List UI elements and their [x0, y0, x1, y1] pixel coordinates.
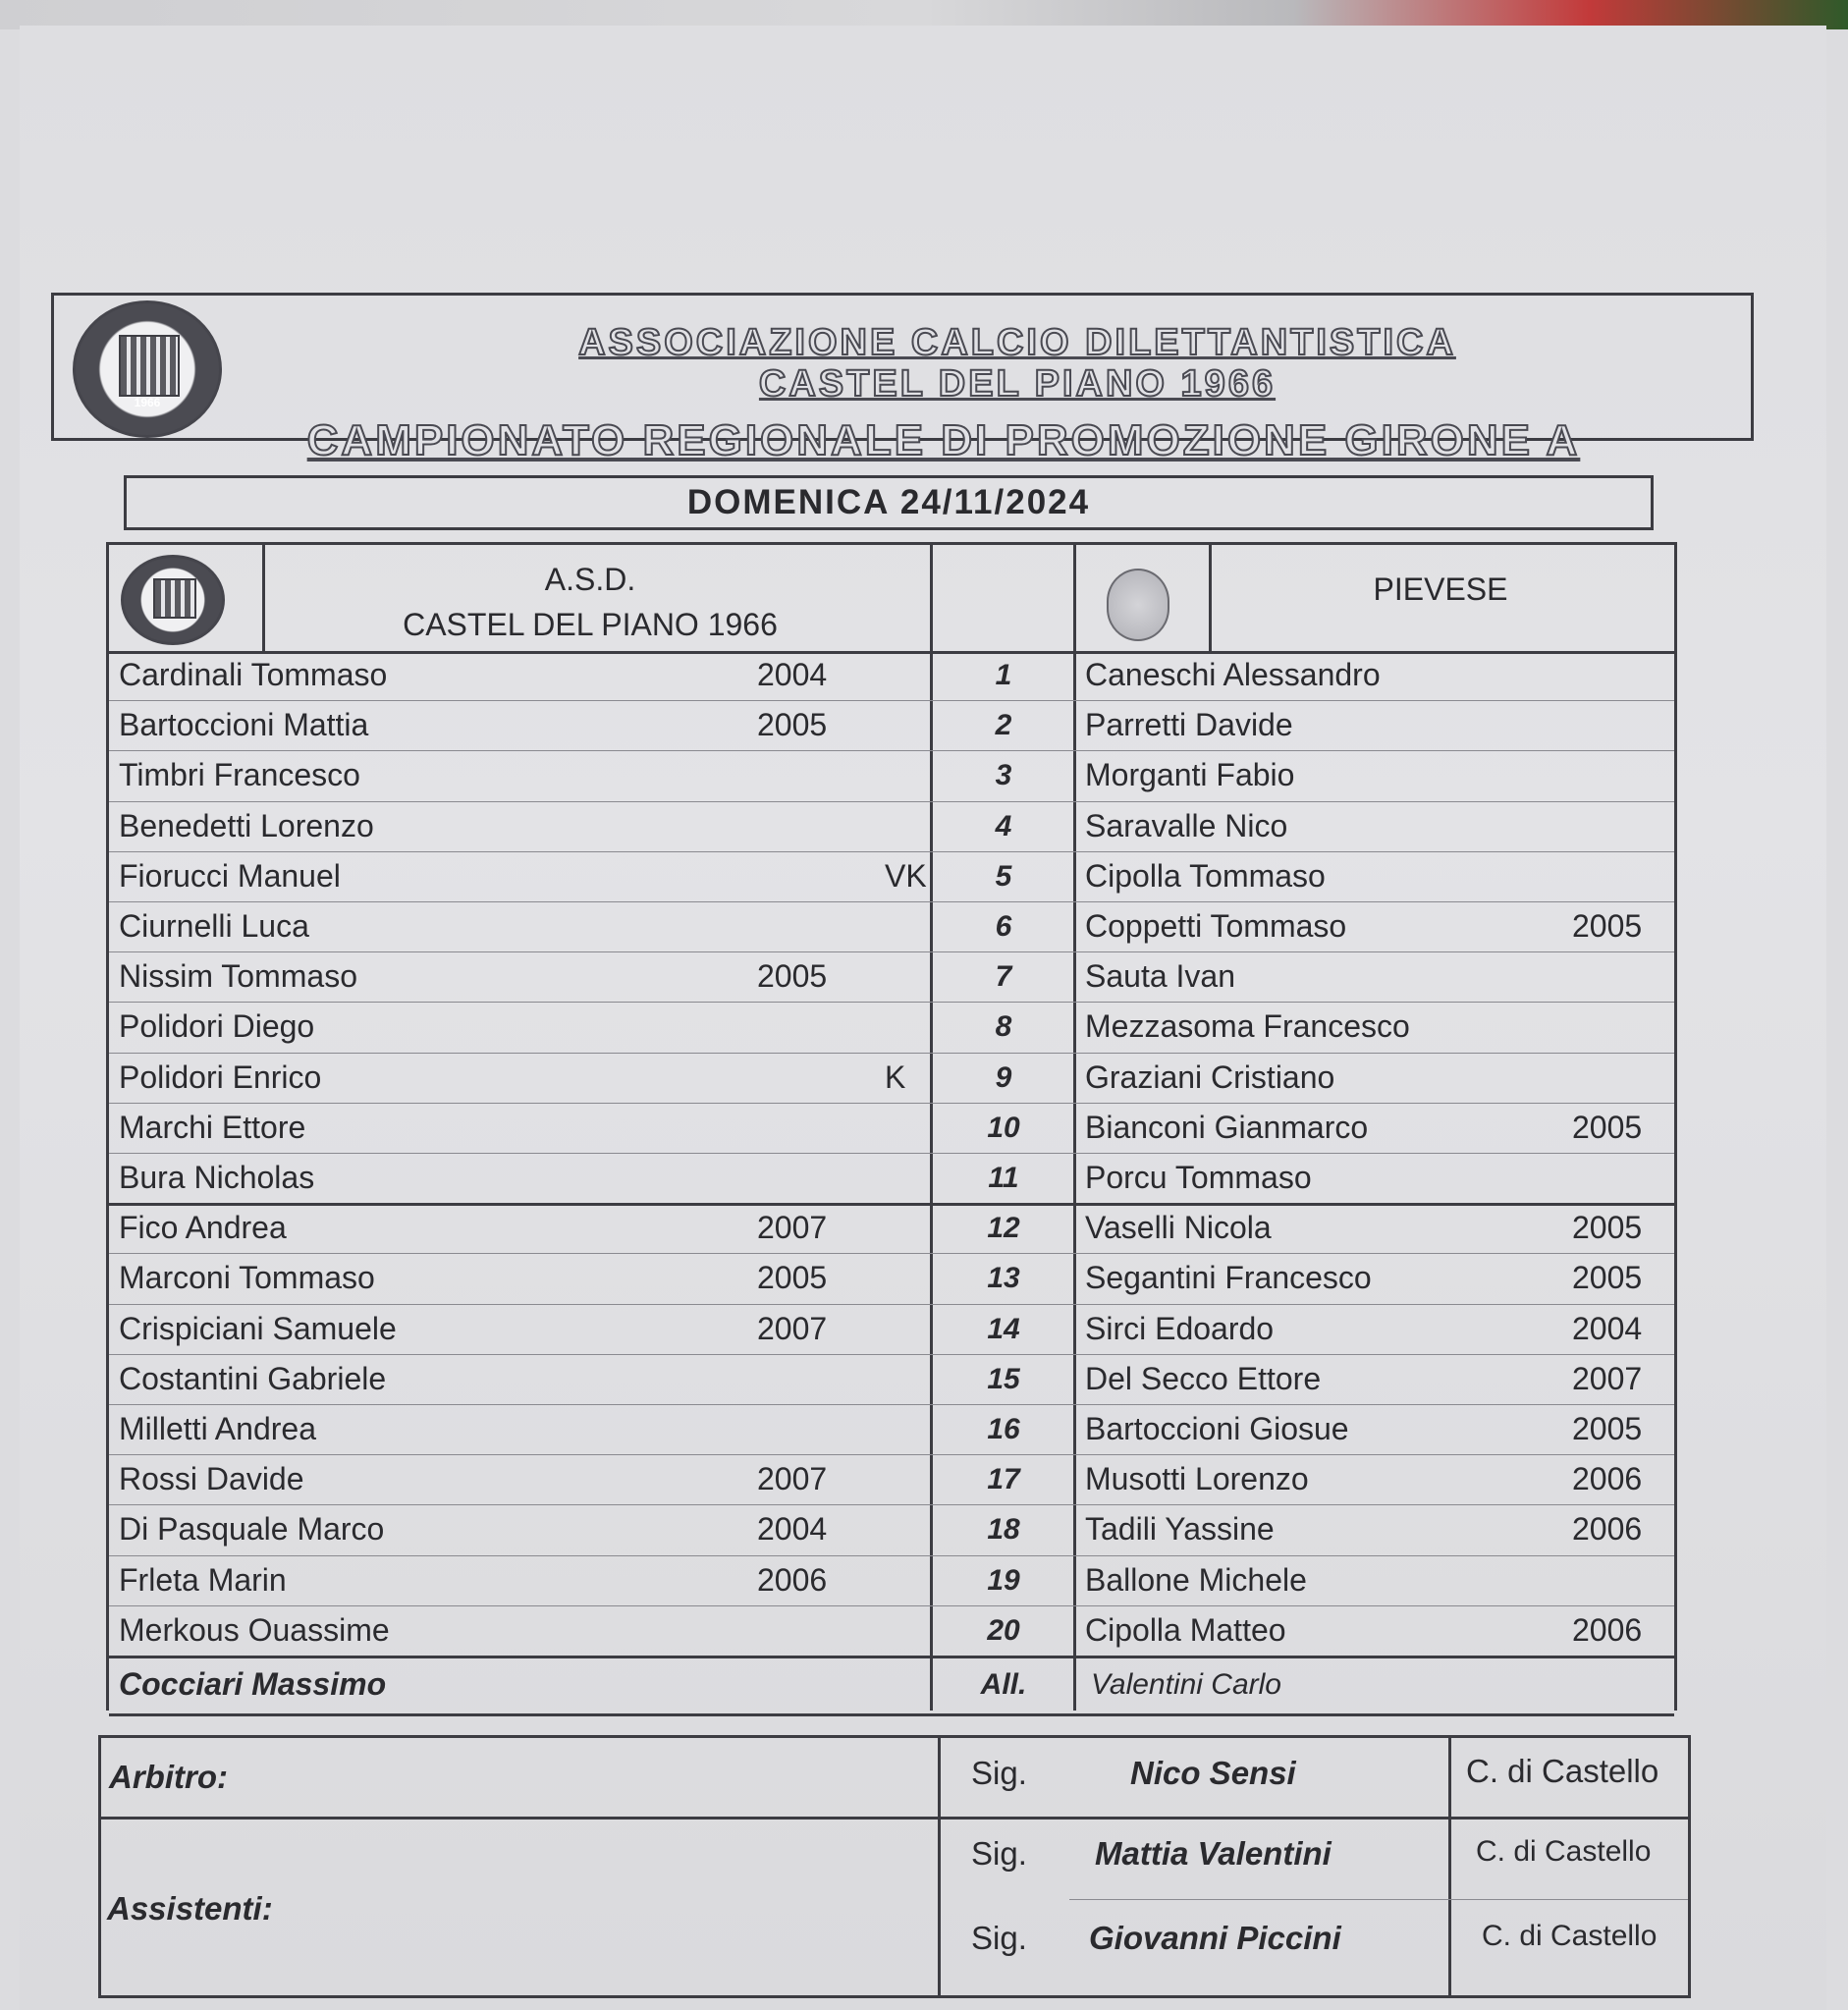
home-player-name: Polidori Enrico: [119, 1059, 322, 1095]
away-player-year: 2005: [1572, 1260, 1643, 1296]
row-separator: [109, 1002, 1674, 1003]
row-separator: [109, 1404, 1674, 1405]
shirt-number: 4: [995, 809, 1012, 842]
away-logo-divider: [1209, 545, 1212, 651]
officials-separator: [101, 1817, 1688, 1820]
away-player-name: Ballone Michele: [1085, 1561, 1307, 1598]
shirt-number: 1: [995, 659, 1012, 691]
row-separator: [109, 1203, 1674, 1206]
assistants-label: Assistenti:: [107, 1890, 273, 1927]
row-separator: [109, 1103, 1674, 1104]
home-logo-tower-icon: [153, 578, 196, 620]
away-player-name: Parretti Davide: [1085, 707, 1293, 743]
shirt-number: 12: [987, 1212, 1020, 1245]
shirt-number: 8: [995, 1010, 1012, 1044]
shirt-number: 7: [995, 960, 1012, 994]
logo-tower-icon: [119, 335, 180, 397]
away-player-name: Caneschi Alessandro: [1085, 657, 1381, 692]
referee-sig: Sig.: [971, 1755, 1027, 1791]
officials-divider-2: [1448, 1738, 1451, 1995]
away-player-name: Sirci Edoardo: [1085, 1310, 1275, 1346]
home-player-year: 2005: [757, 958, 828, 995]
away-player-name: Cipolla Matteo: [1085, 1611, 1286, 1648]
logo-year: 1966: [134, 395, 161, 409]
shirt-number: 10: [987, 1111, 1020, 1144]
away-player-year: 2005: [1572, 1210, 1643, 1246]
home-player-name: Fiorucci Manuel: [119, 857, 341, 894]
away-player-year: 2007: [1572, 1360, 1643, 1396]
shirt-number: 13: [987, 1262, 1020, 1295]
home-logo-divider: [262, 545, 265, 651]
shirt-number: 5: [995, 859, 1012, 893]
home-player-year: 2005: [757, 1260, 828, 1296]
assistant-2-section: C. di Castello: [1482, 1920, 1658, 1952]
assistant-1-name: Mattia Valentini: [1095, 1835, 1332, 1872]
home-player-name: Timbri Francesco: [119, 757, 360, 793]
shirt-number: 6: [995, 910, 1012, 943]
header-line-2: CASTEL DEL PIANO 1966: [758, 363, 1277, 405]
away-player-name: Segantini Francesco: [1085, 1260, 1372, 1296]
shirt-number: 2: [995, 709, 1012, 742]
away-player-name: Vaselli Nicola: [1085, 1210, 1272, 1246]
table-bottom-rule: [109, 1713, 1674, 1716]
officials-divider-1: [938, 1738, 941, 1995]
home-team-title-1: A.S.D.: [544, 562, 636, 597]
away-team-logo: [1107, 569, 1169, 641]
header-line-3: CAMPIONATO REGIONALE DI PROMOZIONE GIRONE A: [306, 416, 1581, 464]
home-player-role: VK: [885, 857, 927, 894]
home-player-name: Di Pasquale Marco: [119, 1511, 385, 1548]
away-player-year: 2005: [1572, 1411, 1643, 1446]
row-separator: [109, 901, 1674, 902]
row-separator: [109, 1153, 1674, 1154]
away-player-year: 2006: [1572, 1611, 1643, 1648]
row-separator: [109, 1656, 1674, 1658]
home-player-year: 2004: [757, 657, 828, 692]
home-player-name: Crispiciani Samuele: [119, 1310, 397, 1346]
away-player-name: Mezzasoma Francesco: [1085, 1008, 1410, 1045]
lineup-table: [106, 542, 1677, 1711]
club-logo: [73, 300, 222, 438]
away-player-year: 2005: [1572, 908, 1643, 944]
away-player-year: 2006: [1572, 1461, 1643, 1497]
home-player-name: Cardinali Tommaso: [119, 657, 388, 692]
away-player-name: Saravalle Nico: [1085, 807, 1288, 843]
home-team-logo: [121, 555, 225, 645]
home-player-name: Marchi Ettore: [119, 1109, 306, 1145]
assistant-1-sig: Sig.: [971, 1835, 1027, 1872]
assistant-2-name: Giovanni Piccini: [1089, 1920, 1341, 1956]
shirt-number: 17: [987, 1463, 1020, 1496]
home-player-name: Merkous Ouassime: [119, 1611, 390, 1648]
assistants-separator: [1069, 1899, 1688, 1900]
home-player-year: 2006: [757, 1561, 828, 1598]
home-player-role: K: [885, 1059, 906, 1095]
away-player-name: Cipolla Tommaso: [1085, 857, 1326, 894]
shirt-number: 14: [987, 1312, 1020, 1345]
referee-label: Arbitro:: [109, 1759, 228, 1795]
assistant-2-sig: Sig.: [971, 1920, 1027, 1956]
away-player-name: Coppetti Tommaso: [1085, 908, 1347, 944]
home-player-name: Fico Andrea: [119, 1210, 287, 1246]
away-player-name: Morganti Fabio: [1085, 757, 1295, 793]
home-player-year: 2004: [757, 1511, 828, 1548]
home-player-year: 2007: [757, 1310, 828, 1346]
home-player-name: Costantini Gabriele: [119, 1360, 387, 1396]
home-player-name: Bartoccioni Mattia: [119, 707, 369, 743]
home-player-year: 2007: [757, 1461, 828, 1497]
away-player-name: Bianconi Gianmarco: [1085, 1109, 1369, 1145]
shirt-number: 18: [987, 1513, 1020, 1547]
assistant-1-section: C. di Castello: [1476, 1835, 1652, 1868]
shirt-number: 15: [987, 1362, 1020, 1395]
away-player-name: Bartoccioni Giosue: [1085, 1411, 1349, 1446]
shirt-number: 3: [995, 759, 1012, 792]
referee-section: C. di Castello: [1466, 1753, 1659, 1789]
away-player-name: Del Secco Ettore: [1085, 1360, 1322, 1396]
away-player-name: Porcu Tommaso: [1085, 1160, 1312, 1195]
away-player-name: Graziani Cristiano: [1085, 1059, 1335, 1095]
shirt-number: 11: [988, 1162, 1019, 1194]
away-coach: Valentini Carlo: [1091, 1668, 1281, 1701]
row-separator: [109, 1454, 1674, 1455]
team-header-row: [109, 542, 1674, 654]
coach-label: All.: [980, 1668, 1027, 1701]
home-player-name: Nissim Tommaso: [119, 958, 357, 995]
officials-box: [98, 1735, 1691, 1998]
away-player-year: 2006: [1572, 1511, 1643, 1548]
away-team-title: PIEVESE: [1373, 571, 1508, 607]
away-player-name: Tadili Yassine: [1085, 1511, 1275, 1548]
shirt-number: 9: [995, 1060, 1012, 1094]
home-player-name: Marconi Tommaso: [119, 1260, 375, 1296]
away-player-year: 2004: [1572, 1310, 1643, 1346]
home-player-name: Polidori Diego: [119, 1008, 315, 1045]
header-line-1: ASSOCIAZIONE CALCIO DILETTANTISTICA: [578, 322, 1456, 363]
match-date-bar: [124, 475, 1654, 530]
shirt-number: 16: [987, 1413, 1020, 1445]
row-separator: [109, 1555, 1674, 1556]
referee-name: Nico Sensi: [1130, 1755, 1296, 1791]
home-team-title-2: CASTEL DEL PIANO 1966: [403, 607, 778, 642]
home-player-name: Bura Nicholas: [119, 1160, 315, 1195]
shirt-number: 20: [987, 1613, 1020, 1647]
home-coach: Cocciari Massimo: [119, 1666, 387, 1702]
home-player-name: Milletti Andrea: [119, 1411, 316, 1446]
away-player-name: Sauta Ivan: [1085, 958, 1235, 995]
home-player-name: Ciurnelli Luca: [119, 908, 309, 944]
away-player-name: Musotti Lorenzo: [1085, 1461, 1309, 1497]
shirt-number: 19: [987, 1563, 1020, 1597]
home-player-name: Rossi Davide: [119, 1461, 304, 1497]
home-player-name: Benedetti Lorenzo: [119, 807, 374, 843]
match-date: DOMENICA 24/11/2024: [686, 483, 1091, 521]
home-player-name: Frleta Marin: [119, 1561, 287, 1598]
away-player-year: 2005: [1572, 1109, 1643, 1145]
home-player-year: 2007: [757, 1210, 828, 1246]
home-player-year: 2005: [757, 707, 828, 743]
